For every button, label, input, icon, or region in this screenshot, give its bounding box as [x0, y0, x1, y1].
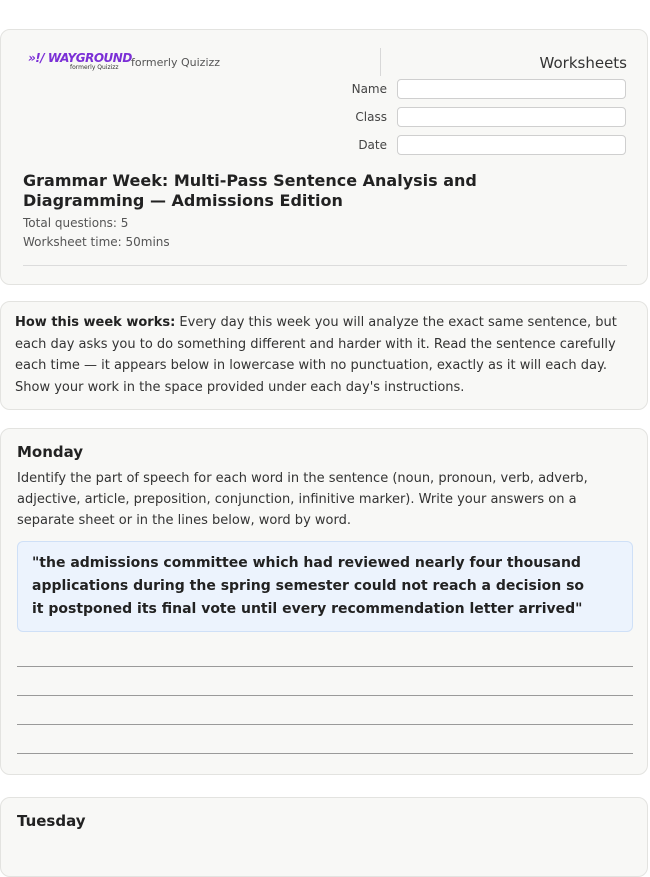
intro-lead: How this week works: — [15, 315, 176, 330]
sentence-box — [17, 541, 633, 632]
logo-subtext: formerly Quizizz — [70, 64, 119, 71]
tuesday-card — [0, 797, 648, 877]
answer-line[interactable] — [17, 695, 633, 696]
monday-instructions: Identify the part of speech for each word in the sentence (noun, pronoun, verb, adverb, adjective, article, preposition, conjunction, infinitive marker). Write your answers on a separate sheet or in the lines below, word by word. — [17, 471, 588, 528]
answer-line[interactable] — [17, 753, 633, 754]
formerly-label: formerly Quizizz — [131, 56, 221, 69]
wayground-logo — [28, 52, 132, 72]
answer-line[interactable] — [17, 666, 633, 667]
intro-text — [15, 312, 635, 398]
name-label: Name — [351, 82, 387, 96]
class-label: Class — [355, 110, 387, 124]
logo-wordmark: »!/ WAYGROUND — [28, 51, 132, 65]
worksheets-label: Worksheets — [539, 54, 627, 72]
sentence-text: "the admissions committee which had reviewed nearly four thousand applications during the spring semester could not reach a decision so it postponed its final vote until every recommendation letter arrived" — [32, 555, 585, 617]
header-divider — [380, 48, 381, 76]
header-rule — [23, 265, 627, 266]
date-label: Date — [358, 138, 387, 152]
date-field[interactable] — [397, 135, 626, 155]
monday-title: Monday — [17, 443, 84, 461]
worksheet-time: Worksheet time: 50mins — [23, 235, 170, 249]
worksheet-title: Grammar Week: Multi-Pass Sentence Analysis and Diagramming — Admissions Edition — [23, 171, 477, 210]
class-field[interactable] — [397, 107, 626, 127]
tuesday-title: Tuesday — [17, 812, 86, 830]
intro-body: Every day this week you will analyze the exact same sentence, but each day asks you to do something different and harder with it. Read the sentence carefully each time — it appears below in lowercase with no punctuation, exactly as it will each day. Show your work in the space provided under each day's instructions. — [15, 315, 617, 395]
answer-line[interactable] — [17, 724, 633, 725]
name-field[interactable] — [397, 79, 626, 99]
total-questions: Total questions: 5 — [23, 216, 129, 230]
